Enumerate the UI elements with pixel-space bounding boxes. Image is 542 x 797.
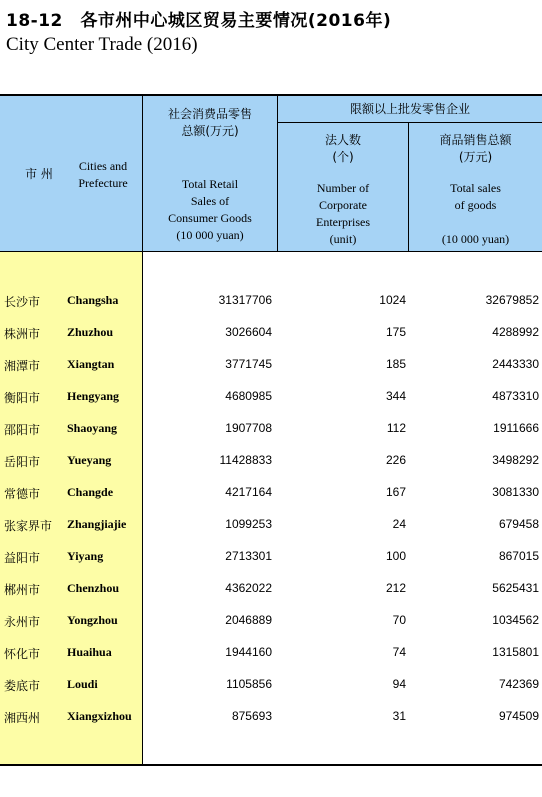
enterprise-count-value: 100: [385, 549, 406, 563]
enterprise-count-value: 31: [392, 709, 406, 723]
enterprise-count-value: 226: [385, 453, 406, 467]
table-title-cn: 18-12 各市州中心城区贸易主要情况(2016年): [6, 11, 392, 31]
city-name-cn: 岳阳市: [4, 455, 41, 469]
city-name-cn: 邵阳市: [4, 423, 41, 437]
city-name-cn: 湘潭市: [4, 359, 41, 373]
table-row: [0, 413, 542, 445]
city-name-cn: 张家界市: [4, 519, 53, 533]
enterprise-count-value: 24: [392, 517, 406, 531]
table-row: [0, 477, 542, 509]
retail-sales-value: 2046889: [225, 613, 272, 627]
city-name-en: Changde: [67, 485, 114, 499]
city-name-en: Zhangjiajie: [67, 517, 127, 531]
goods-sales-value: 4288992: [492, 325, 539, 339]
table-row: [0, 701, 542, 733]
retail-sales-value: 1099253: [225, 517, 272, 531]
retail-sales-value: 2713301: [225, 549, 272, 563]
header-group-cn: 限额以上批发零售企业: [349, 102, 470, 116]
city-name-en: Yueyang: [67, 453, 112, 467]
header-enterprises-en-line4: (unit): [329, 232, 357, 246]
retail-sales-value: 31317706: [218, 293, 272, 307]
header-sales-cn-line1: 商品销售总额: [439, 133, 512, 147]
city-name-en: Yiyang: [67, 549, 104, 563]
city-name-en: Hengyang: [67, 389, 120, 403]
goods-sales-value: 1911666: [493, 421, 539, 435]
city-name-en: Chenzhou: [67, 581, 120, 595]
table-top-rule: [0, 94, 542, 96]
goods-sales-value: 1315801: [492, 645, 539, 659]
city-name-en: Changsha: [67, 293, 119, 307]
header-stub-en-line1: Cities and: [78, 159, 128, 173]
retail-sales-value: 1907708: [225, 421, 272, 435]
table-row: [0, 573, 542, 605]
goods-sales-value: 5625431: [492, 581, 539, 595]
table-bottom-rule: [0, 764, 542, 766]
city-name-en: Xiangxizhou: [67, 709, 132, 723]
header-sales-en-line1: Total sales: [450, 181, 501, 195]
header-retail-cn-line2: 总额(万元): [181, 124, 239, 138]
city-name-cn: 娄底市: [4, 679, 41, 693]
enterprise-count-value: 212: [385, 581, 406, 595]
city-name-en: Yongzhou: [67, 613, 118, 627]
city-name-cn: 株洲市: [4, 327, 41, 341]
enterprise-count-value: 74: [392, 645, 406, 659]
table-title-en: City Center Trade (2016): [6, 34, 198, 55]
header-sales-en-line3: (10 000 yuan): [441, 232, 510, 246]
retail-sales-value: 1105856: [226, 677, 272, 691]
retail-sales-value: 4680985: [225, 389, 272, 403]
goods-sales-value: 679458: [498, 517, 539, 531]
enterprise-count-value: 94: [392, 677, 406, 691]
header-retail-en-line4: (10 000 yuan): [176, 228, 244, 242]
retail-sales-value: 4362022: [225, 581, 272, 595]
table-row: [0, 541, 542, 573]
retail-sales-value: 4217164: [225, 485, 272, 499]
header-retail-en-line3: Consumer Goods: [168, 211, 252, 225]
table-row: [0, 381, 542, 413]
city-name-en: Xiangtan: [67, 357, 115, 371]
goods-sales-value: 742369: [498, 677, 539, 691]
goods-sales-value: 4873310: [492, 389, 539, 403]
goods-sales-value: 867015: [498, 549, 539, 563]
retail-sales-value: 3771745: [225, 357, 272, 371]
header-stub-en-line2: Prefecture: [78, 176, 128, 190]
city-name-cn: 怀化市: [4, 647, 41, 661]
table-row: [0, 509, 542, 541]
table-row: [0, 669, 542, 701]
city-name-cn: 衡阳市: [4, 391, 41, 405]
header-stub-cn: 市 州: [25, 167, 53, 181]
header-retail-en-line2: Sales of: [190, 194, 230, 208]
table-row: [0, 445, 542, 477]
table-row: [0, 349, 542, 381]
goods-sales-value: 3498292: [492, 453, 539, 467]
goods-sales-value: 3081330: [492, 485, 539, 499]
table-row: [0, 317, 542, 349]
enterprise-count-value: 112: [386, 421, 406, 435]
group-header-rule: [277, 122, 542, 123]
retail-sales-value: 875693: [231, 709, 272, 723]
header-enterprises-en-line2: Corporate: [319, 198, 367, 212]
city-name-en: Huaihua: [67, 645, 112, 659]
table-header-rule: [0, 251, 542, 252]
retail-sales-value: 3026604: [225, 325, 272, 339]
goods-sales-value: 32679852: [485, 293, 539, 307]
header-retail-cn-line1: 社会消费品零售: [167, 107, 252, 121]
city-name-en: Loudi: [67, 677, 98, 691]
goods-sales-value: 974509: [498, 709, 539, 723]
city-name-cn: 湘西州: [4, 711, 41, 725]
header-enterprises-en-line3: Enterprises: [316, 215, 370, 229]
goods-sales-value: 1034562: [492, 613, 539, 627]
header-enterprises-cn-line2: (个): [332, 150, 354, 164]
city-name-cn: 益阳市: [4, 551, 41, 565]
header-sales-cn-line2: (万元): [458, 150, 493, 164]
city-name-en: Shaoyang: [67, 421, 118, 435]
enterprise-count-value: 185: [385, 357, 406, 371]
header-enterprises-cn-line1: 法人数: [324, 133, 361, 147]
enterprise-count-value: 167: [385, 485, 406, 499]
enterprise-count-value: 70: [392, 613, 406, 627]
city-name-cn: 长沙市: [4, 295, 41, 309]
header-enterprises-en-line1: Number of: [316, 181, 370, 195]
retail-sales-value: 11428833: [219, 453, 272, 467]
city-name-en: Zhuzhou: [67, 325, 114, 339]
city-name-cn: 常德市: [4, 487, 41, 501]
enterprise-count-value: 175: [385, 325, 406, 339]
table-row: [0, 605, 542, 637]
retail-sales-value: 1944160: [225, 645, 272, 659]
city-name-cn: 永州市: [4, 615, 41, 629]
header-sales-en-line2: of goods: [454, 198, 497, 212]
header-retail-en-line1: Total Retail: [181, 177, 239, 191]
table-row: [0, 637, 542, 669]
enterprise-count-value: 344: [385, 389, 406, 403]
table-row: [0, 285, 542, 317]
goods-sales-value: 2443330: [492, 357, 539, 371]
city-name-cn: 郴州市: [4, 583, 41, 597]
enterprise-count-value: 1024: [379, 293, 406, 307]
